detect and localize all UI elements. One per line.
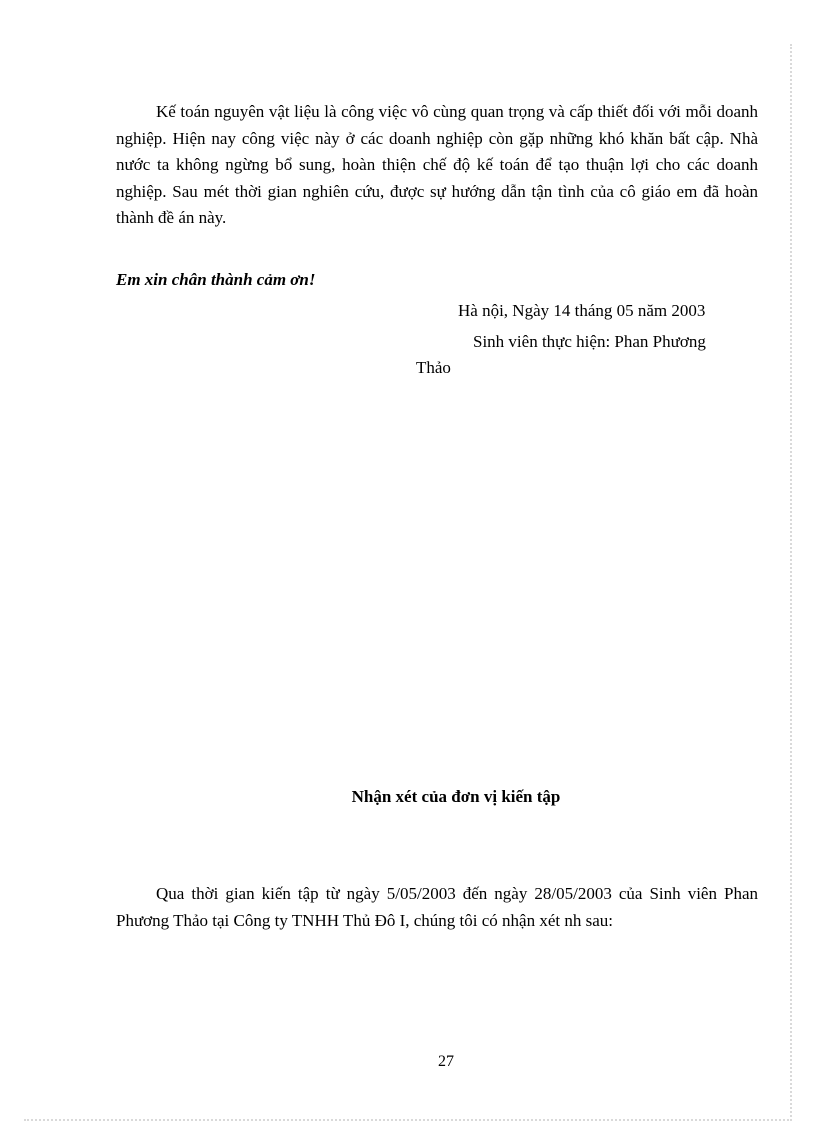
thanks-line: Em xin chân thành cảm ơn! [116,270,316,289]
section-heading: Nhận xét của đơn vị kiến tập [351,787,561,806]
student-signature-line: Sinh viên thực hiện: Phan Phương [473,332,706,351]
date-line: Hà nội, Ngày 14 tháng 05 năm 2003 [458,301,706,320]
student-signature-continuation: Thảo [416,358,451,377]
intro-paragraph: Kế toán nguyên vật liệu là công việc vô cùng quan trọng và cấp thiết đối với mỗi doanh nghiệp. Hiện nay công việc này ở các doanh nghiệp còn gặp những khó khăn bất cập. Nhà nước ta không ngừng bổ sung, hoàn thiện chế độ kế toán để tạo thuận lợi cho các doanh nghiệp. Sau mét thời gian nghiên cứu, được sự hướng dẫn tận tình của cô giáo em đã hoàn thành đề án này. [116,102,758,227]
page-number: 27 [438,1053,454,1070]
review-paragraph: Qua thời gian kiến tập từ ngày 5/05/2003 đến ngày 28/05/2003 của Sinh viên Phan Phương Thảo tại Công ty TNHH Thủ Đô I, chúng tôi có nhận xét nh sau: [116,884,758,930]
